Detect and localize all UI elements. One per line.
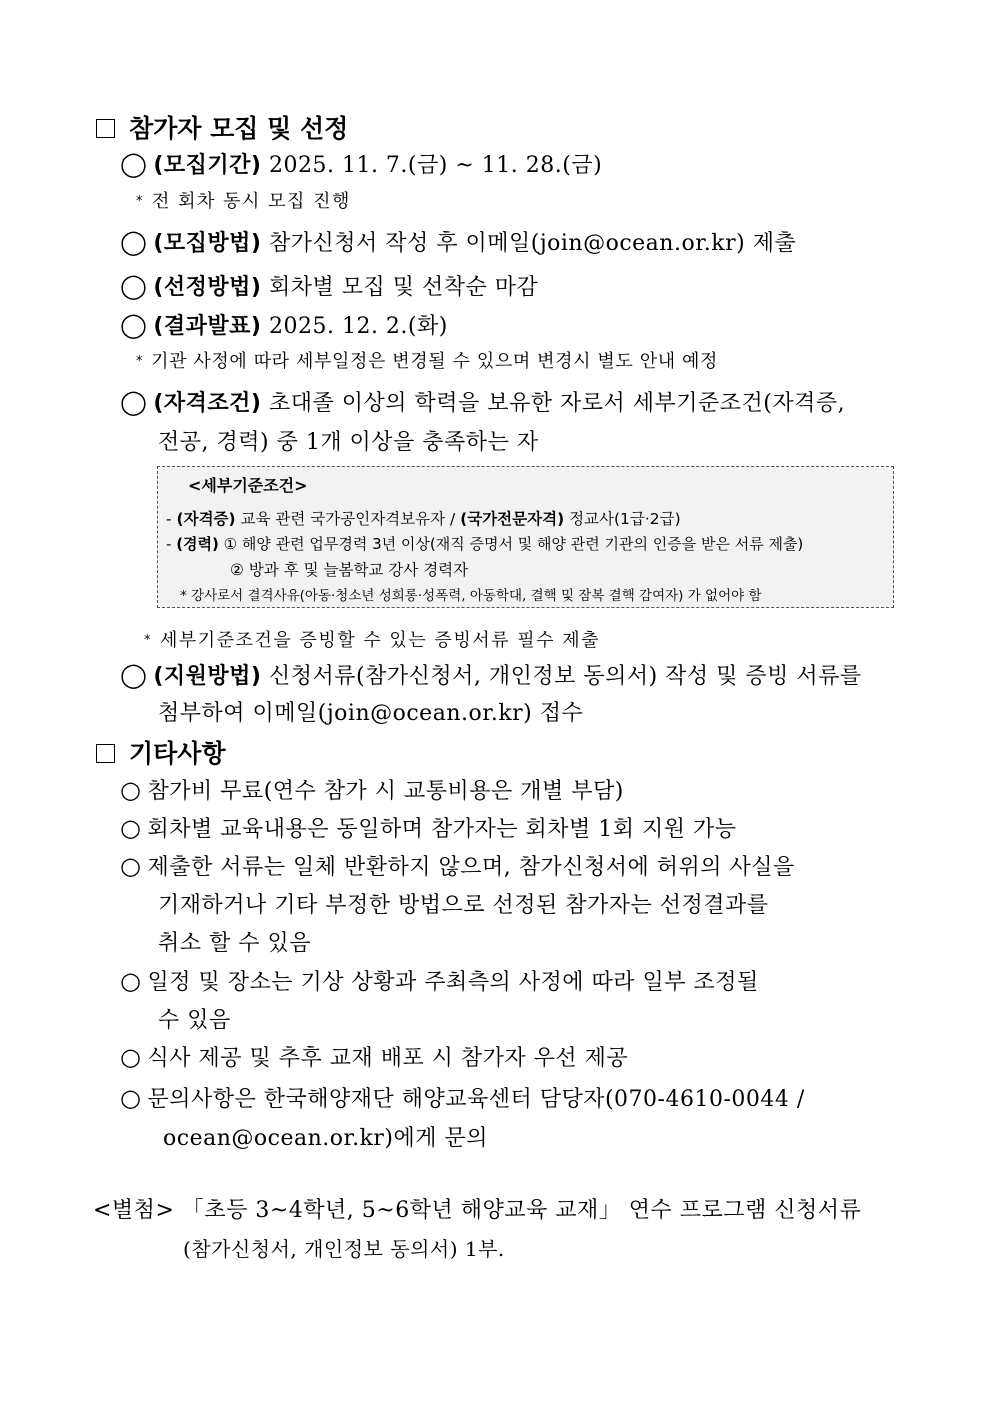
item-value: 회차별 모집 및 선착순 마감 <box>261 275 539 300</box>
criteria-title: <세부기준조건> <box>188 476 308 495</box>
circle-bullet-icon: ○ <box>120 814 142 842</box>
item-result <box>120 309 448 340</box>
criteria-key: (경력) <box>176 535 219 553</box>
etc-item <box>120 774 624 805</box>
circle-bullet-icon: ◯ <box>120 228 148 256</box>
note-period <box>136 187 351 213</box>
checkbox-square-icon <box>96 119 115 138</box>
item-key: (자격조건) <box>153 391 262 416</box>
item-value: 초대졸 이상의 학력을 보유한 자로서 세부기준조건(자격증, <box>261 391 846 416</box>
item-period <box>120 148 602 179</box>
item-key: (선정방법) <box>153 275 262 300</box>
etc-item-cont: 기재하거나 기타 부정한 방법으로 선정된 참가자는 선정결과를 <box>158 893 769 918</box>
etc-item-cont: 수 있음 <box>158 1008 231 1033</box>
item-key: (모집방법) <box>153 231 262 256</box>
circle-bullet-icon: ◯ <box>120 311 148 339</box>
asterisk-icon: * <box>136 354 144 369</box>
item-selection <box>120 270 538 301</box>
etc-item <box>120 1082 805 1113</box>
etc-item <box>120 850 795 881</box>
etc-text: 식사 제공 및 추후 교재 배포 시 참가자 우선 제공 <box>147 1046 629 1071</box>
section-heading-etc <box>96 734 226 770</box>
section-title: 참가자 모집 및 선정 <box>129 114 349 143</box>
etc-text: 참가비 무료(연수 참가 시 교통비용은 개별 부담) <box>147 779 624 804</box>
circle-bullet-icon: ○ <box>120 1043 142 1071</box>
criteria-row-disqualification: * 강사로서 결격사유(아동·청소년 성희롱·성폭력, 아동학대, 결핵 및 잠복 결핵 감여자) 가 없어야 함 <box>180 588 762 604</box>
item-key: (결과발표) <box>153 314 262 339</box>
item-value: 참가신청서 작성 후 이메일(join@ocean.or.kr) 제출 <box>261 231 797 256</box>
checkbox-square-icon <box>96 744 115 763</box>
criteria-row-career <box>166 533 803 554</box>
item-qualification-cont: 전공, 경력) 중 1개 이상을 충족하는 자 <box>158 430 539 455</box>
asterisk-icon: * <box>144 633 152 648</box>
criteria-box <box>157 466 894 608</box>
circle-bullet-icon: ○ <box>120 776 142 804</box>
circle-bullet-icon: ○ <box>120 1084 142 1112</box>
section-heading-recruitment <box>96 109 348 145</box>
circle-bullet-icon: ○ <box>120 967 142 995</box>
item-value: 2025. 12. 2.(화) <box>261 314 448 339</box>
item-value: 신청서류(참가신청서, 개인정보 동의서) 작성 및 증빙 서류를 <box>261 664 862 689</box>
etc-item-cont: 취소 할 수 있음 <box>158 931 311 956</box>
note-text: 전 회차 동시 모집 진행 <box>152 191 351 212</box>
section-title: 기타사항 <box>129 739 226 768</box>
etc-text: 제출한 서류는 일체 반환하지 않으며, 참가신청서에 허위의 사실을 <box>147 855 795 880</box>
criteria-row-certificate <box>166 507 681 529</box>
circle-bullet-icon: ○ <box>120 852 142 880</box>
criteria-row-career-2: ② 방과 후 및 늘봄학교 강사 경력자 <box>230 561 469 579</box>
criteria-text: ① 해양 관련 업무경력 3년 이상(재직 증명서 및 해양 관련 기관의 인증을 받은 서류 제출) <box>218 535 804 553</box>
etc-item-cont: ocean@ocean.or.kr)에게 문의 <box>163 1126 489 1151</box>
item-value: 2025. 11. 7.(금) ~ 11. 28.(금) <box>261 153 603 178</box>
note-text: 기관 사정에 따라 세부일정은 변경될 수 있으며 변경시 별도 안내 예정 <box>151 351 718 372</box>
dash: - <box>166 535 177 553</box>
etc-text: 문의사항은 한국해양재단 해양교육센터 담당자(070-4610-0044 / <box>147 1087 805 1112</box>
circle-bullet-icon: ◯ <box>120 150 148 178</box>
etc-item <box>120 1041 628 1072</box>
etc-item <box>120 812 736 843</box>
item-apply <box>120 659 862 690</box>
note-text: 세부기준조건을 증빙할 수 있는 증빙서류 필수 제출 <box>160 630 600 651</box>
circle-bullet-icon: ◯ <box>120 388 148 416</box>
circle-bullet-icon: ◯ <box>120 272 148 300</box>
dash: - <box>166 510 177 528</box>
note-result <box>136 347 718 373</box>
etc-item <box>120 965 759 996</box>
criteria-key: (자격증) <box>176 510 236 528</box>
criteria-text: 교육 관련 국가공인자격보유자 / <box>235 510 461 528</box>
note-criteria <box>144 626 600 652</box>
etc-text: 회차별 교육내용은 동일하며 참가자는 회차별 1회 지원 가능 <box>147 817 737 842</box>
asterisk-icon: * <box>136 194 144 209</box>
item-method <box>120 226 796 257</box>
attachment-line-2: (참가신청서, 개인정보 동의서) 1부. <box>183 1237 505 1261</box>
item-qualification <box>120 386 845 417</box>
attachment-line: <별첨> 「초등 3~4학년, 5~6학년 해양교육 교재」 연수 프로그램 신청서류 <box>93 1198 862 1223</box>
etc-text: 일정 및 장소는 기상 상황과 주최측의 사정에 따라 일부 조정될 <box>147 970 759 995</box>
item-key: (지원방법) <box>153 664 262 689</box>
item-key: (모집기간) <box>153 153 262 178</box>
circle-bullet-icon: ◯ <box>120 661 148 689</box>
criteria-text: 정교사(1급·2급) <box>564 510 681 528</box>
item-apply-cont: 첨부하여 이메일(join@ocean.or.kr) 접수 <box>158 701 584 726</box>
criteria-key: (국가전문자격) <box>460 510 565 528</box>
